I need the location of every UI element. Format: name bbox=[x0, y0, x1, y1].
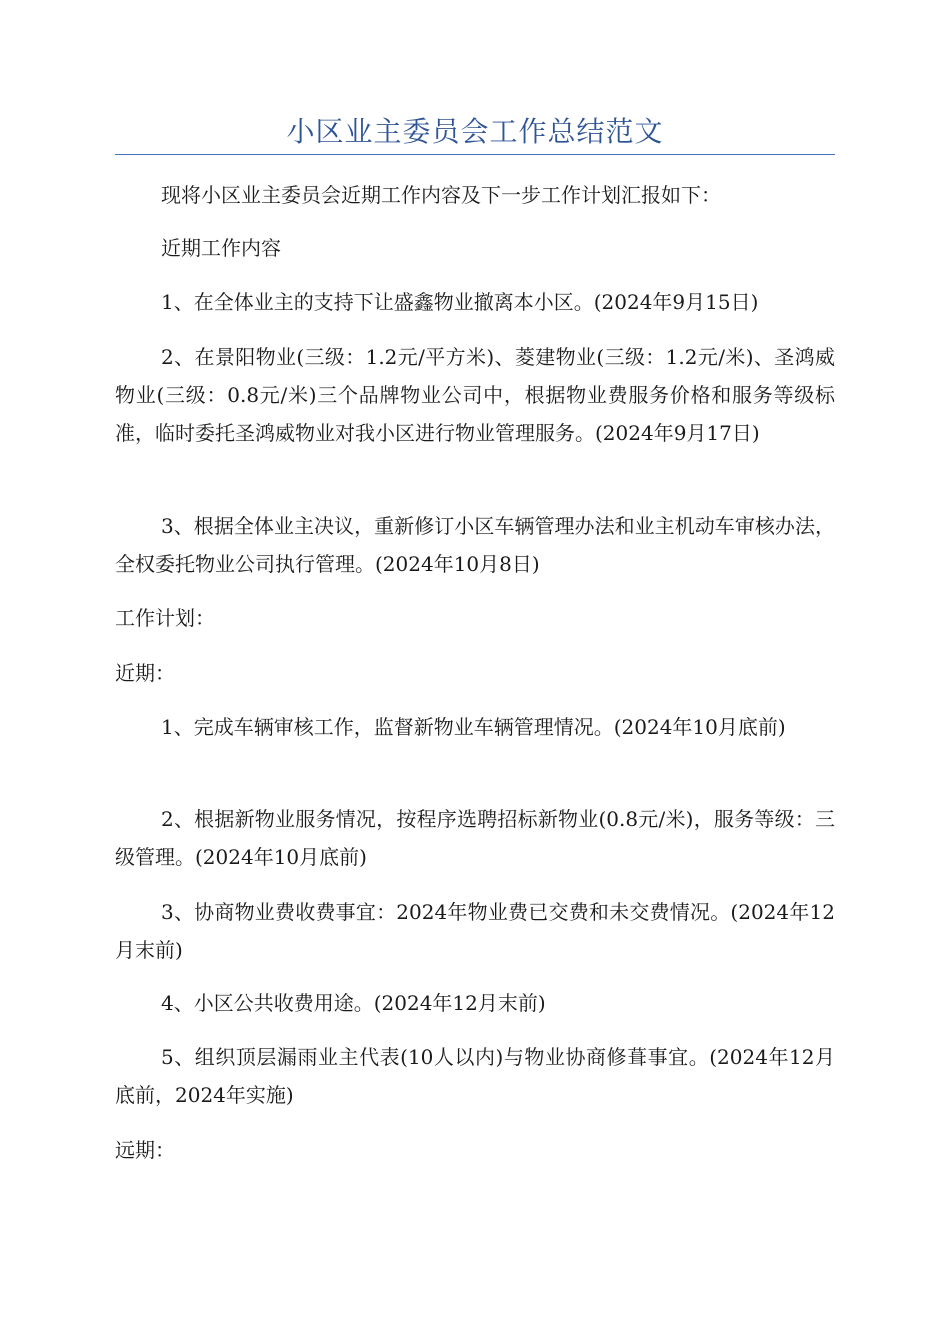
long-term-heading: 远期： bbox=[115, 1138, 175, 1162]
intro-paragraph: 现将小区业主委员会近期工作内容及下一步工作计划汇报如下： bbox=[161, 183, 721, 207]
recent-work-item-3: 3、根据全体业主决议，重新修订小区车辆管理办法和业主机动车审核办法，全权委托物业公司执行管理。(2024年10月8日) bbox=[115, 514, 835, 576]
near-term-heading: 近期： bbox=[115, 661, 175, 685]
document-title: 小区业主委员会工作总结范文 bbox=[286, 115, 664, 148]
title-underline bbox=[115, 154, 835, 155]
recent-work-item-2: 2、在景阳物业(三级：1.2元/平方米)、菱建物业(三级：1.2元/米)、圣鸿威物业(三级：0.8元/米)三个品牌物业公司中，根据物业费服务价格和服务等级标准，临时委托圣鸿威物业对我小区进行物业管理服务。(2024年9月17日) bbox=[115, 345, 835, 445]
near-term-item-1: 1、完成车辆审核工作，监督新物业车辆管理情况。(2024年10月底前) bbox=[161, 715, 786, 739]
near-term-item-4: 4、小区公共收费用途。(2024年12月末前) bbox=[161, 991, 546, 1015]
plan-heading: 工作计划： bbox=[115, 606, 215, 630]
near-term-item-5: 5、组织顶层漏雨业主代表(10人以内)与物业协商修葺事宜。(2024年12月底前，2024年实施) bbox=[115, 1045, 835, 1107]
near-term-item-3: 3、协商物业费收费事宜：2024年物业费已交费和未交费情况。(2024年12月末前) bbox=[115, 900, 835, 962]
recent-work-item-1: 1、在全体业主的支持下让盛鑫物业撤离本小区。(2024年9月15日) bbox=[161, 290, 759, 314]
recent-work-heading: 近期工作内容 bbox=[161, 236, 281, 260]
near-term-item-2: 2、根据新物业服务情况，按程序选聘招标新物业(0.8元/米)，服务等级：三级管理。(2024年10月底前) bbox=[115, 807, 835, 869]
